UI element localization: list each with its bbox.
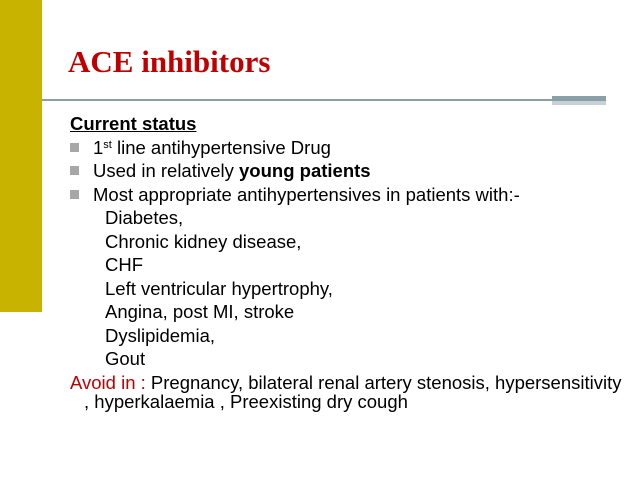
slide-body bbox=[70, 112, 630, 411]
avoid-in-paragraph bbox=[70, 373, 630, 411]
square-bullet-icon bbox=[70, 166, 79, 175]
bullet-text: Most appropriate antihypertensives in patients with:- bbox=[93, 183, 520, 205]
bullet-item bbox=[70, 183, 630, 207]
condition-item: Dyslipidemia, bbox=[105, 324, 216, 346]
avoid-label: Avoid in bbox=[70, 371, 136, 393]
bullet-superscript: st bbox=[103, 138, 112, 151]
condition-item: Diabetes, bbox=[105, 207, 184, 228]
bullet-number: 1 bbox=[93, 136, 104, 158]
square-bullet-icon bbox=[70, 143, 79, 152]
section-heading: Current status bbox=[70, 113, 197, 134]
bullet-item bbox=[70, 159, 630, 183]
bullet-text-pre: Used in relatively bbox=[93, 160, 240, 181]
condition-item: Angina, post MI, stroke bbox=[105, 301, 295, 322]
bullet-text-rest: line antihypertensive Drug bbox=[111, 136, 331, 158]
condition-item: CHF bbox=[105, 254, 144, 275]
title-divider-accent-shadow bbox=[552, 101, 606, 105]
accent-side-bar bbox=[0, 0, 42, 312]
title-divider-line bbox=[42, 99, 552, 101]
bullet-text-emphasis: young patients bbox=[239, 160, 371, 181]
condition-item: Gout bbox=[105, 348, 146, 369]
condition-item: Left ventricular hypertrophy, bbox=[105, 277, 333, 299]
avoid-separator: : bbox=[135, 371, 151, 393]
bullet-text bbox=[93, 136, 331, 160]
condition-item: Chronic kidney disease, bbox=[105, 230, 302, 252]
bullet-text bbox=[93, 159, 371, 183]
square-bullet-icon bbox=[70, 190, 79, 199]
slide-title: ACE inhibitors bbox=[68, 44, 271, 79]
avoid-text: Pregnancy, bilateral renal artery stenosis, hypersensitivity , hyperkalaemia , Preexisting dry cough bbox=[84, 371, 622, 412]
bullet-item bbox=[70, 136, 630, 160]
